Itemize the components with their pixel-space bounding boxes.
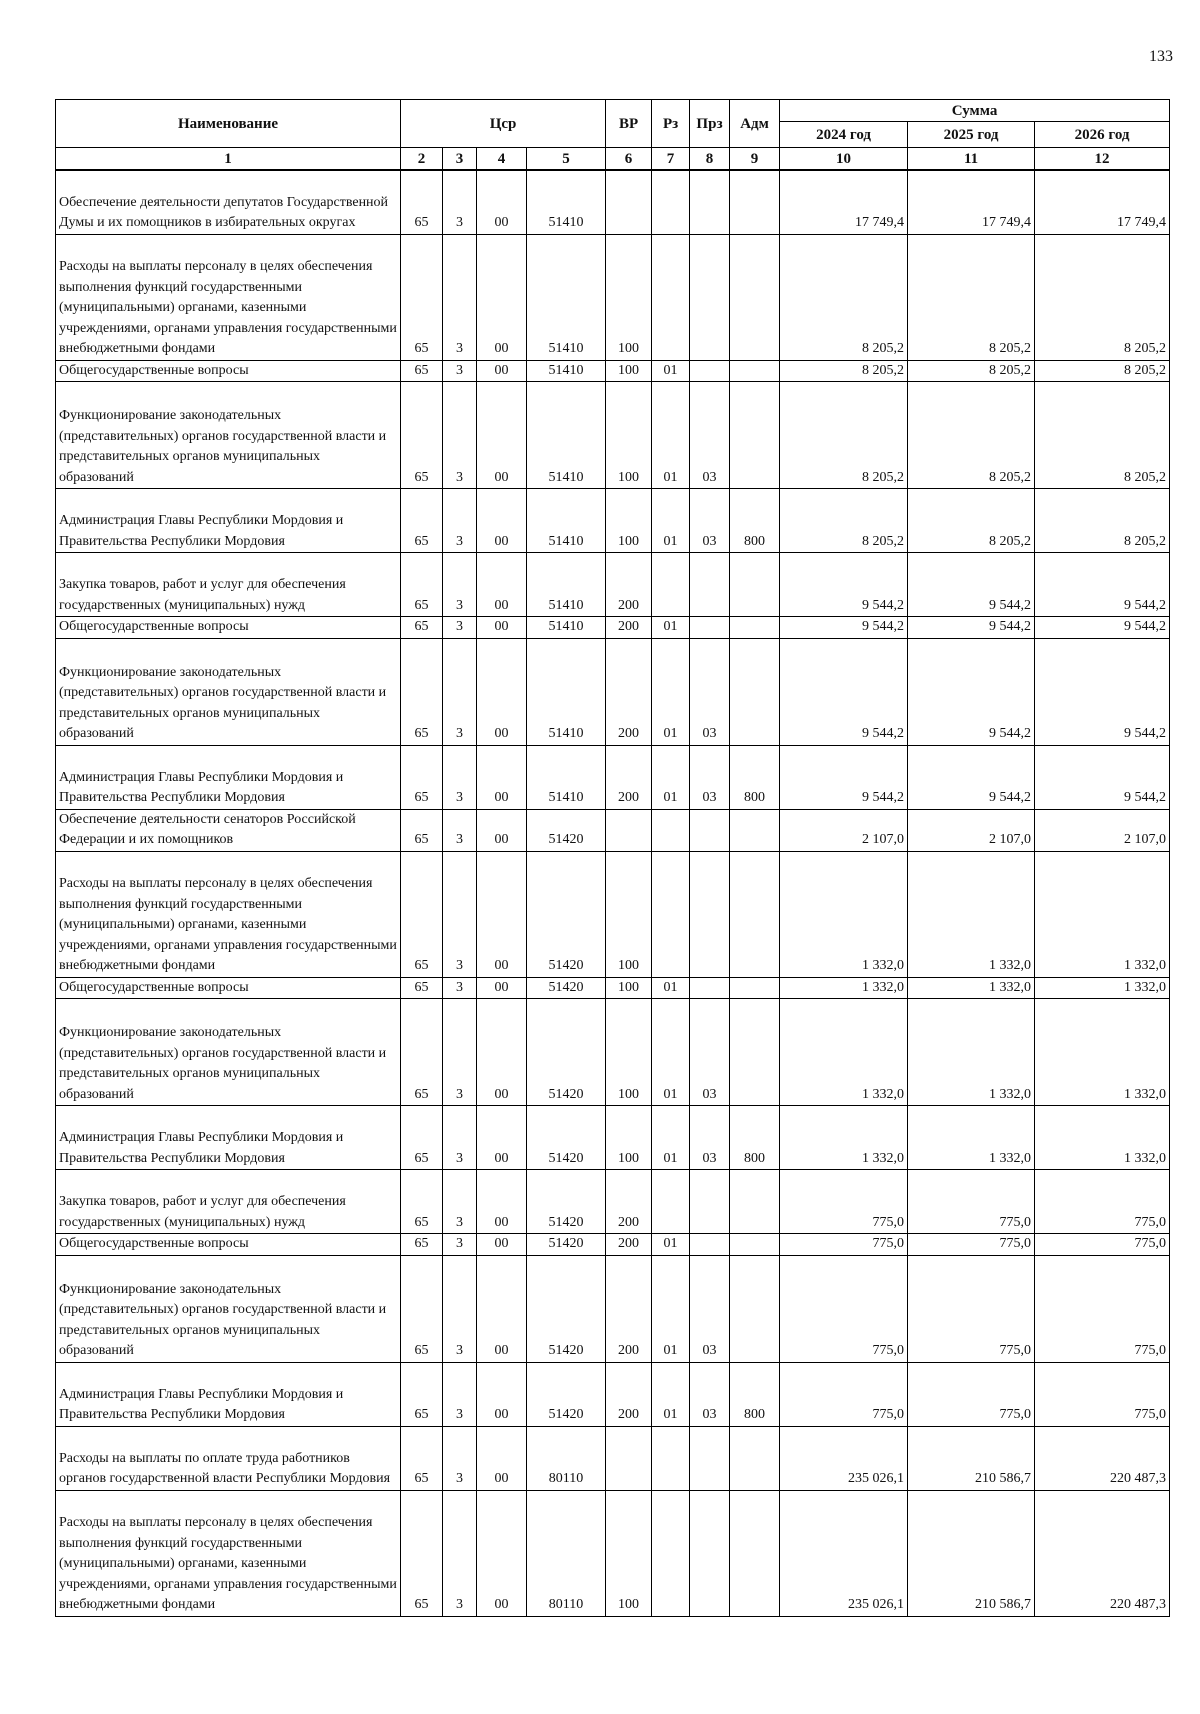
table-cell-tsr-3: 00 — [477, 1490, 527, 1616]
table-cell-tsr-2: 3 — [443, 1490, 477, 1616]
table-cell-tsr-3: 00 — [477, 1255, 527, 1362]
table-cell-prz — [690, 851, 730, 977]
table-cell-tsr-3: 00 — [477, 1426, 527, 1490]
table-cell-vr — [606, 1426, 652, 1490]
table-row — [56, 1490, 1170, 1616]
table-cell-name: Функционирование законодательных (представительных) органов государственной власти и представительных органов муниципальных образований — [56, 1255, 401, 1362]
table-cell-tsr-3: 00 — [477, 851, 527, 977]
table-cell-tsr-3: 00 — [477, 638, 527, 745]
table-cell-name: Обеспечение деятельности сенаторов Российской Федерации и их помощников — [56, 809, 401, 851]
table-cell-2024: 8 205,2 — [780, 489, 908, 553]
table-cell-2025: 1 332,0 — [908, 851, 1035, 977]
table-cell-tsr-2: 3 — [443, 809, 477, 851]
table-cell-tsr-1: 65 — [401, 1106, 443, 1170]
table-cell-rz: 01 — [652, 745, 690, 809]
table-cell-prz — [690, 617, 730, 639]
table-cell-tsr-1: 65 — [401, 638, 443, 745]
table-cell-prz — [690, 234, 730, 360]
table-cell-tsr-4: 51410 — [527, 489, 606, 553]
table-cell-prz — [690, 1170, 730, 1234]
table-cell-rz: 01 — [652, 1234, 690, 1256]
table-cell-name: Функционирование законодательных (представительных) органов государственной власти и представительных органов муниципальных образований — [56, 382, 401, 489]
table-cell-tsr-1: 65 — [401, 489, 443, 553]
table-row — [56, 1255, 1170, 1362]
table-cell-prz: 03 — [690, 638, 730, 745]
table-row — [56, 638, 1170, 745]
table-cell-rz — [652, 170, 690, 234]
table-cell-2024: 775,0 — [780, 1234, 908, 1256]
table-cell-adm: 800 — [730, 745, 780, 809]
table-cell-2025: 775,0 — [908, 1255, 1035, 1362]
table-cell-rz — [652, 851, 690, 977]
table-cell-name: Функционирование законодательных (представительных) органов государственной власти и представительных органов муниципальных образований — [56, 638, 401, 745]
table-cell-tsr-2: 3 — [443, 617, 477, 639]
table-cell-vr: 100 — [606, 382, 652, 489]
table-cell-2024: 235 026,1 — [780, 1426, 908, 1490]
table-cell-tsr-3: 00 — [477, 999, 527, 1106]
table-cell-tsr-3: 00 — [477, 1234, 527, 1256]
column-number: 8 — [690, 148, 730, 171]
table-cell-adm — [730, 382, 780, 489]
table-cell-prz — [690, 809, 730, 851]
table-cell-prz: 03 — [690, 1255, 730, 1362]
table-cell-vr: 100 — [606, 851, 652, 977]
table-cell-vr: 200 — [606, 1170, 652, 1234]
table-cell-2026: 1 332,0 — [1035, 977, 1170, 999]
table-cell-tsr-2: 3 — [443, 999, 477, 1106]
table-cell-2025: 9 544,2 — [908, 617, 1035, 639]
table-cell-2024: 2 107,0 — [780, 809, 908, 851]
header-year-2026: 2026 год — [1035, 122, 1170, 148]
table-cell-tsr-1: 65 — [401, 1426, 443, 1490]
table-cell-prz — [690, 360, 730, 382]
table-cell-tsr-4: 51420 — [527, 1170, 606, 1234]
table-cell-2025: 8 205,2 — [908, 489, 1035, 553]
table-cell-2026: 8 205,2 — [1035, 382, 1170, 489]
table-cell-prz — [690, 1234, 730, 1256]
table-cell-tsr-4: 51420 — [527, 1106, 606, 1170]
table-cell-2025: 9 544,2 — [908, 638, 1035, 745]
table-cell-tsr-3: 00 — [477, 234, 527, 360]
table-cell-tsr-4: 51420 — [527, 1362, 606, 1426]
table-cell-rz: 01 — [652, 1106, 690, 1170]
table-cell-tsr-2: 3 — [443, 638, 477, 745]
table-cell-prz: 03 — [690, 382, 730, 489]
header-sum: Сумма — [780, 100, 1170, 122]
table-cell-2024: 775,0 — [780, 1362, 908, 1426]
table-cell-vr: 200 — [606, 745, 652, 809]
table-cell-adm — [730, 1426, 780, 1490]
column-number: 9 — [730, 148, 780, 171]
table-cell-prz: 03 — [690, 1362, 730, 1426]
table-row — [56, 234, 1170, 360]
table-cell-name: Закупка товаров, работ и услуг для обеспечения государственных (муниципальных) нужд — [56, 553, 401, 617]
table-cell-2025: 1 332,0 — [908, 977, 1035, 999]
table-cell-2025: 210 586,7 — [908, 1490, 1035, 1616]
table-cell-tsr-3: 00 — [477, 1170, 527, 1234]
table-body — [56, 170, 1170, 1616]
table-cell-adm — [730, 638, 780, 745]
table-cell-tsr-4: 51410 — [527, 382, 606, 489]
table-cell-2026: 1 332,0 — [1035, 851, 1170, 977]
table-row — [56, 553, 1170, 617]
table-cell-tsr-4: 80110 — [527, 1426, 606, 1490]
table-cell-2025: 2 107,0 — [908, 809, 1035, 851]
table-cell-name: Функционирование законодательных (представительных) органов государственной власти и представительных органов муниципальных образований — [56, 999, 401, 1106]
table-cell-name: Общегосударственные вопросы — [56, 617, 401, 639]
table-cell-tsr-4: 51420 — [527, 1234, 606, 1256]
table-cell-rz: 01 — [652, 999, 690, 1106]
table-cell-2024: 9 544,2 — [780, 745, 908, 809]
table-cell-prz — [690, 1490, 730, 1616]
table-cell-tsr-4: 80110 — [527, 1490, 606, 1616]
table-cell-rz — [652, 1426, 690, 1490]
column-number: 4 — [477, 148, 527, 171]
table-cell-tsr-2: 3 — [443, 382, 477, 489]
table-cell-2024: 1 332,0 — [780, 1106, 908, 1170]
table-cell-2026: 220 487,3 — [1035, 1426, 1170, 1490]
table-cell-tsr-3: 00 — [477, 489, 527, 553]
table-cell-adm — [730, 851, 780, 977]
table-cell-2024: 1 332,0 — [780, 851, 908, 977]
table-cell-name: Расходы на выплаты персоналу в целях обеспечения выполнения функций государственными (муниципальными) органами, казенными учреждениями, органами управления государственными внебюджетными фондами — [56, 1490, 401, 1616]
table-cell-tsr-4: 51410 — [527, 360, 606, 382]
table-cell-2024: 9 544,2 — [780, 638, 908, 745]
table-cell-tsr-3: 00 — [477, 1362, 527, 1426]
table-cell-tsr-3: 00 — [477, 1106, 527, 1170]
table-cell-2025: 17 749,4 — [908, 170, 1035, 234]
table-cell-name: Общегосударственные вопросы — [56, 1234, 401, 1256]
table-row — [56, 617, 1170, 639]
table-cell-tsr-3: 00 — [477, 745, 527, 809]
table-cell-tsr-1: 65 — [401, 234, 443, 360]
column-number: 2 — [401, 148, 443, 171]
table-cell-tsr-3: 00 — [477, 382, 527, 489]
table-cell-name: Общегосударственные вопросы — [56, 360, 401, 382]
table-cell-vr: 200 — [606, 553, 652, 617]
table-cell-2026: 775,0 — [1035, 1362, 1170, 1426]
table-cell-tsr-1: 65 — [401, 977, 443, 999]
table-cell-2025: 1 332,0 — [908, 1106, 1035, 1170]
header-year-2024: 2024 год — [780, 122, 908, 148]
table-cell-adm — [730, 617, 780, 639]
table-cell-2026: 775,0 — [1035, 1170, 1170, 1234]
header-rz: Рз — [652, 100, 690, 148]
table-cell-2026: 220 487,3 — [1035, 1490, 1170, 1616]
column-number: 6 — [606, 148, 652, 171]
table-cell-vr: 200 — [606, 1362, 652, 1426]
table-cell-adm — [730, 809, 780, 851]
table-cell-name: Общегосударственные вопросы — [56, 977, 401, 999]
table-row — [56, 809, 1170, 851]
table-cell-2025: 8 205,2 — [908, 382, 1035, 489]
table-cell-tsr-2: 3 — [443, 360, 477, 382]
table-row — [56, 1426, 1170, 1490]
table-cell-tsr-4: 51410 — [527, 617, 606, 639]
table-cell-rz: 01 — [652, 638, 690, 745]
table-header — [56, 100, 1170, 171]
column-number: 7 — [652, 148, 690, 171]
header-name: Наименование — [56, 100, 401, 148]
table-cell-tsr-2: 3 — [443, 234, 477, 360]
table-cell-tsr-4: 51410 — [527, 170, 606, 234]
table-cell-2024: 1 332,0 — [780, 999, 908, 1106]
table-cell-tsr-4: 51410 — [527, 553, 606, 617]
table-cell-tsr-3: 00 — [477, 617, 527, 639]
table-cell-2024: 17 749,4 — [780, 170, 908, 234]
table-cell-adm: 800 — [730, 1106, 780, 1170]
table-cell-tsr-1: 65 — [401, 999, 443, 1106]
table-cell-tsr-1: 65 — [401, 360, 443, 382]
table-cell-vr: 100 — [606, 999, 652, 1106]
table-row — [56, 999, 1170, 1106]
header-tsr: Цср — [401, 100, 606, 148]
table-cell-2024: 1 332,0 — [780, 977, 908, 999]
table-cell-name: Администрация Главы Республики Мордовия и Правительства Республики Мордовия — [56, 1362, 401, 1426]
table-cell-tsr-1: 65 — [401, 1170, 443, 1234]
table-cell-2025: 8 205,2 — [908, 360, 1035, 382]
column-number: 5 — [527, 148, 606, 171]
table-cell-rz: 01 — [652, 1255, 690, 1362]
table-cell-2024: 775,0 — [780, 1255, 908, 1362]
column-number: 1 — [56, 148, 401, 171]
table-cell-adm — [730, 170, 780, 234]
table-cell-rz — [652, 553, 690, 617]
table-cell-prz: 03 — [690, 489, 730, 553]
table-cell-2026: 775,0 — [1035, 1234, 1170, 1256]
table-cell-2026: 1 332,0 — [1035, 1106, 1170, 1170]
table-cell-tsr-4: 51420 — [527, 977, 606, 999]
table-cell-adm — [730, 234, 780, 360]
table-cell-rz: 01 — [652, 382, 690, 489]
table-cell-rz — [652, 1170, 690, 1234]
table-cell-tsr-1: 65 — [401, 1255, 443, 1362]
table-cell-tsr-4: 51410 — [527, 234, 606, 360]
table-cell-2025: 8 205,2 — [908, 234, 1035, 360]
table-cell-name: Администрация Главы Республики Мордовия и Правительства Республики Мордовия — [56, 489, 401, 553]
column-number: 11 — [908, 148, 1035, 171]
table-cell-2026: 8 205,2 — [1035, 234, 1170, 360]
table-cell-tsr-2: 3 — [443, 553, 477, 617]
table-cell-rz — [652, 1490, 690, 1616]
table-cell-tsr-2: 3 — [443, 1255, 477, 1362]
table-cell-tsr-2: 3 — [443, 489, 477, 553]
table-cell-tsr-4: 51420 — [527, 999, 606, 1106]
table-cell-adm — [730, 1234, 780, 1256]
table-cell-tsr-3: 00 — [477, 977, 527, 999]
table-cell-adm: 800 — [730, 489, 780, 553]
table-cell-tsr-2: 3 — [443, 1106, 477, 1170]
table-cell-2024: 8 205,2 — [780, 360, 908, 382]
table-cell-rz: 01 — [652, 617, 690, 639]
table-cell-tsr-4: 51410 — [527, 745, 606, 809]
table-cell-2025: 775,0 — [908, 1362, 1035, 1426]
table-cell-prz: 03 — [690, 1106, 730, 1170]
table-cell-2026: 2 107,0 — [1035, 809, 1170, 851]
table-cell-vr: 100 — [606, 1490, 652, 1616]
table-cell-name: Обеспечение деятельности депутатов Государственной Думы и их помощников в избирательных округах — [56, 170, 401, 234]
table-cell-2026: 1 332,0 — [1035, 999, 1170, 1106]
table-cell-name: Расходы на выплаты персоналу в целях обеспечения выполнения функций государственными (муниципальными) органами, казенными учреждениями, органами управления государственными внебюджетными фондами — [56, 234, 401, 360]
table-cell-adm — [730, 360, 780, 382]
table-cell-name: Администрация Главы Республики Мордовия и Правительства Республики Мордовия — [56, 1106, 401, 1170]
table-cell-vr: 200 — [606, 1234, 652, 1256]
column-number: 3 — [443, 148, 477, 171]
table-row — [56, 489, 1170, 553]
table-cell-rz: 01 — [652, 1362, 690, 1426]
table-cell-2024: 8 205,2 — [780, 234, 908, 360]
table-cell-tsr-1: 65 — [401, 745, 443, 809]
table-cell-vr: 100 — [606, 234, 652, 360]
table-cell-adm — [730, 553, 780, 617]
table-cell-2024: 8 205,2 — [780, 382, 908, 489]
header-prz: Прз — [690, 100, 730, 148]
table-row — [56, 851, 1170, 977]
table-cell-tsr-1: 65 — [401, 170, 443, 234]
table-cell-rz: 01 — [652, 977, 690, 999]
table-cell-tsr-1: 65 — [401, 1234, 443, 1256]
table-cell-prz — [690, 977, 730, 999]
table-cell-prz: 03 — [690, 999, 730, 1106]
table-cell-vr: 100 — [606, 1106, 652, 1170]
table-cell-2026: 775,0 — [1035, 1255, 1170, 1362]
column-number: 12 — [1035, 148, 1170, 171]
table-row — [56, 170, 1170, 234]
table-cell-tsr-4: 51420 — [527, 809, 606, 851]
table-cell-2024: 235 026,1 — [780, 1490, 908, 1616]
table-cell-name: Закупка товаров, работ и услуг для обеспечения государственных (муниципальных) нужд — [56, 1170, 401, 1234]
table-cell-vr — [606, 809, 652, 851]
table-cell-tsr-2: 3 — [443, 851, 477, 977]
table-cell-tsr-3: 00 — [477, 809, 527, 851]
table-cell-tsr-4: 51420 — [527, 851, 606, 977]
table-cell-adm — [730, 1170, 780, 1234]
table-cell-2025: 775,0 — [908, 1170, 1035, 1234]
table-cell-prz — [690, 553, 730, 617]
table-cell-prz — [690, 170, 730, 234]
table-cell-rz: 01 — [652, 489, 690, 553]
header-adm: Адм — [730, 100, 780, 148]
column-number-row — [56, 148, 1170, 171]
table-cell-tsr-2: 3 — [443, 170, 477, 234]
page-number: 133 — [1149, 48, 1173, 65]
table-cell-name: Администрация Главы Республики Мордовия и Правительства Республики Мордовия — [56, 745, 401, 809]
table-cell-adm — [730, 1490, 780, 1616]
table-cell-2026: 9 544,2 — [1035, 745, 1170, 809]
table-cell-2024: 775,0 — [780, 1170, 908, 1234]
table-cell-vr: 100 — [606, 360, 652, 382]
table-cell-vr: 100 — [606, 977, 652, 999]
table-cell-2024: 9 544,2 — [780, 617, 908, 639]
table-cell-tsr-1: 65 — [401, 382, 443, 489]
table-cell-tsr-1: 65 — [401, 851, 443, 977]
table-cell-tsr-3: 00 — [477, 553, 527, 617]
table-cell-tsr-2: 3 — [443, 1170, 477, 1234]
table-row — [56, 1170, 1170, 1234]
table-cell-prz: 03 — [690, 745, 730, 809]
table-cell-2026: 17 749,4 — [1035, 170, 1170, 234]
table-cell-adm — [730, 977, 780, 999]
table-cell-rz — [652, 234, 690, 360]
table-cell-tsr-4: 51420 — [527, 1255, 606, 1362]
table-cell-tsr-2: 3 — [443, 1426, 477, 1490]
table-cell-name: Расходы на выплаты персоналу в целях обеспечения выполнения функций государственными (муниципальными) органами, казенными учреждениями, органами управления государственными внебюджетными фондами — [56, 851, 401, 977]
table-cell-tsr-2: 3 — [443, 1362, 477, 1426]
table-row — [56, 977, 1170, 999]
table-cell-rz — [652, 809, 690, 851]
table-cell-adm — [730, 999, 780, 1106]
table-cell-name: Расходы на выплаты по оплате труда работников органов государственной власти Республики Мордовия — [56, 1426, 401, 1490]
table-cell-2025: 9 544,2 — [908, 553, 1035, 617]
table-cell-tsr-1: 65 — [401, 1362, 443, 1426]
table-cell-2026: 9 544,2 — [1035, 617, 1170, 639]
table-row — [56, 360, 1170, 382]
table-cell-2026: 9 544,2 — [1035, 553, 1170, 617]
table-cell-2026: 8 205,2 — [1035, 360, 1170, 382]
table-cell-rz: 01 — [652, 360, 690, 382]
table-cell-2025: 9 544,2 — [908, 745, 1035, 809]
table-cell-tsr-2: 3 — [443, 977, 477, 999]
table-row — [56, 382, 1170, 489]
table-cell-tsr-3: 00 — [477, 360, 527, 382]
table-cell-tsr-2: 3 — [443, 745, 477, 809]
table-cell-tsr-1: 65 — [401, 553, 443, 617]
table-cell-2026: 8 205,2 — [1035, 489, 1170, 553]
table-row — [56, 1234, 1170, 1256]
table-cell-2025: 775,0 — [908, 1234, 1035, 1256]
table-cell-2026: 9 544,2 — [1035, 638, 1170, 745]
table-cell-tsr-1: 65 — [401, 617, 443, 639]
table-cell-vr — [606, 170, 652, 234]
table-cell-tsr-1: 65 — [401, 809, 443, 851]
table-row — [56, 1106, 1170, 1170]
table-row — [56, 745, 1170, 809]
table-cell-vr: 200 — [606, 1255, 652, 1362]
budget-table — [55, 99, 1170, 1617]
header-year-2025: 2025 год — [908, 122, 1035, 148]
table-cell-tsr-3: 00 — [477, 170, 527, 234]
table-cell-2025: 1 332,0 — [908, 999, 1035, 1106]
table-cell-adm: 800 — [730, 1362, 780, 1426]
table-cell-vr: 100 — [606, 489, 652, 553]
table-row — [56, 1362, 1170, 1426]
table-cell-vr: 200 — [606, 617, 652, 639]
table-cell-tsr-1: 65 — [401, 1490, 443, 1616]
table-cell-2024: 9 544,2 — [780, 553, 908, 617]
table-cell-2025: 210 586,7 — [908, 1426, 1035, 1490]
table-cell-vr: 200 — [606, 638, 652, 745]
table-cell-tsr-4: 51410 — [527, 638, 606, 745]
header-vr: ВР — [606, 100, 652, 148]
column-number: 10 — [780, 148, 908, 171]
table-cell-prz — [690, 1426, 730, 1490]
table-cell-tsr-2: 3 — [443, 1234, 477, 1256]
table-cell-adm — [730, 1255, 780, 1362]
